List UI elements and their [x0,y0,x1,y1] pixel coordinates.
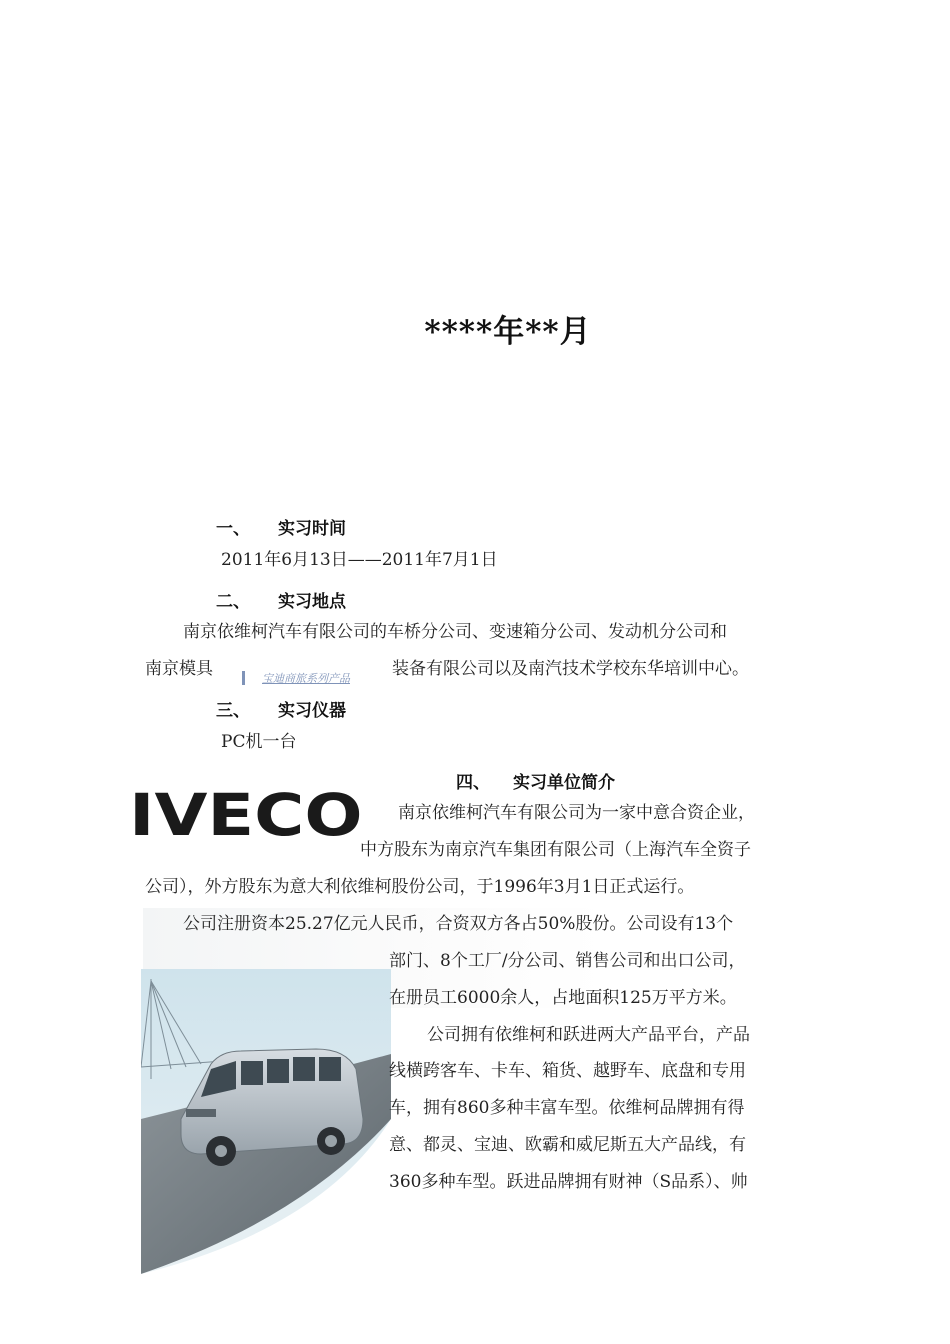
intro-line-8: 线横跨客车、卡车、箱货、越野车、底盘和专用 [389,1061,746,1081]
section-1-number: 一、 [216,519,250,539]
intro-line-10: 意、都灵、宝迪、欧霸和威尼斯五大产品线，有 [389,1135,746,1155]
section-3-body: PC机一台 [221,732,297,752]
section-2-body-line1: 南京依维柯汽车有限公司的车桥分公司、变速箱分公司、发动机分公司和 [183,622,727,642]
section-1-heading: 实习时间 [278,519,346,539]
section-3-number: 三、 [216,701,250,721]
caption-marker [242,671,245,685]
section-1-body: 2011年6月13日——2011年7月1日 [221,550,498,570]
intro-line-9: 车，拥有860多种丰富车型。依维柯品牌拥有得 [389,1098,745,1118]
van-photo [141,969,391,1274]
image-caption-link[interactable]: 宝迪商旅系列产品 [262,672,350,685]
intro-line-2: 中方股东为南京汽车集团有限公司（上海汽车全资子 [360,840,751,860]
section-3-heading: 实习仪器 [278,701,346,721]
section-2-heading: 实习地点 [278,592,346,612]
intro-line-4: 公司注册资本25.27亿元人民币，合资双方各占50%股份。公司设有13个 [183,914,734,934]
intro-line-6: 在册员工6000余人，占地面积125万平方米。 [389,988,737,1008]
iveco-logo: IVECO [129,781,363,849]
van-illustration [141,969,391,1274]
section-4-number: 四、 [456,773,490,793]
section-2-number: 二、 [216,592,250,612]
intro-line-5: 部门、8个工厂/分公司、销售公司和出口公司， [389,951,746,971]
section-2-body-line2-right: 装备有限公司以及南汽技术学校东华培训中心。 [392,659,749,679]
section-2-body-line2-left: 南京模具 [145,659,213,679]
intro-line-7: 公司拥有依维柯和跃进两大产品平台，产品 [427,1025,750,1045]
intro-line-3: 公司），外方股东为意大利依维柯股份公司，于1996年3月1日正式运行。 [145,877,695,897]
intro-line-1: 南京依维柯汽车有限公司为一家中意合资企业， [398,803,755,823]
intro-line-11: 360多种车型。跃进品牌拥有财神（S品系）、帅 [389,1172,748,1192]
section-4-heading: 实习单位简介 [513,773,615,793]
document-date-title: ****年**月 [424,314,592,350]
